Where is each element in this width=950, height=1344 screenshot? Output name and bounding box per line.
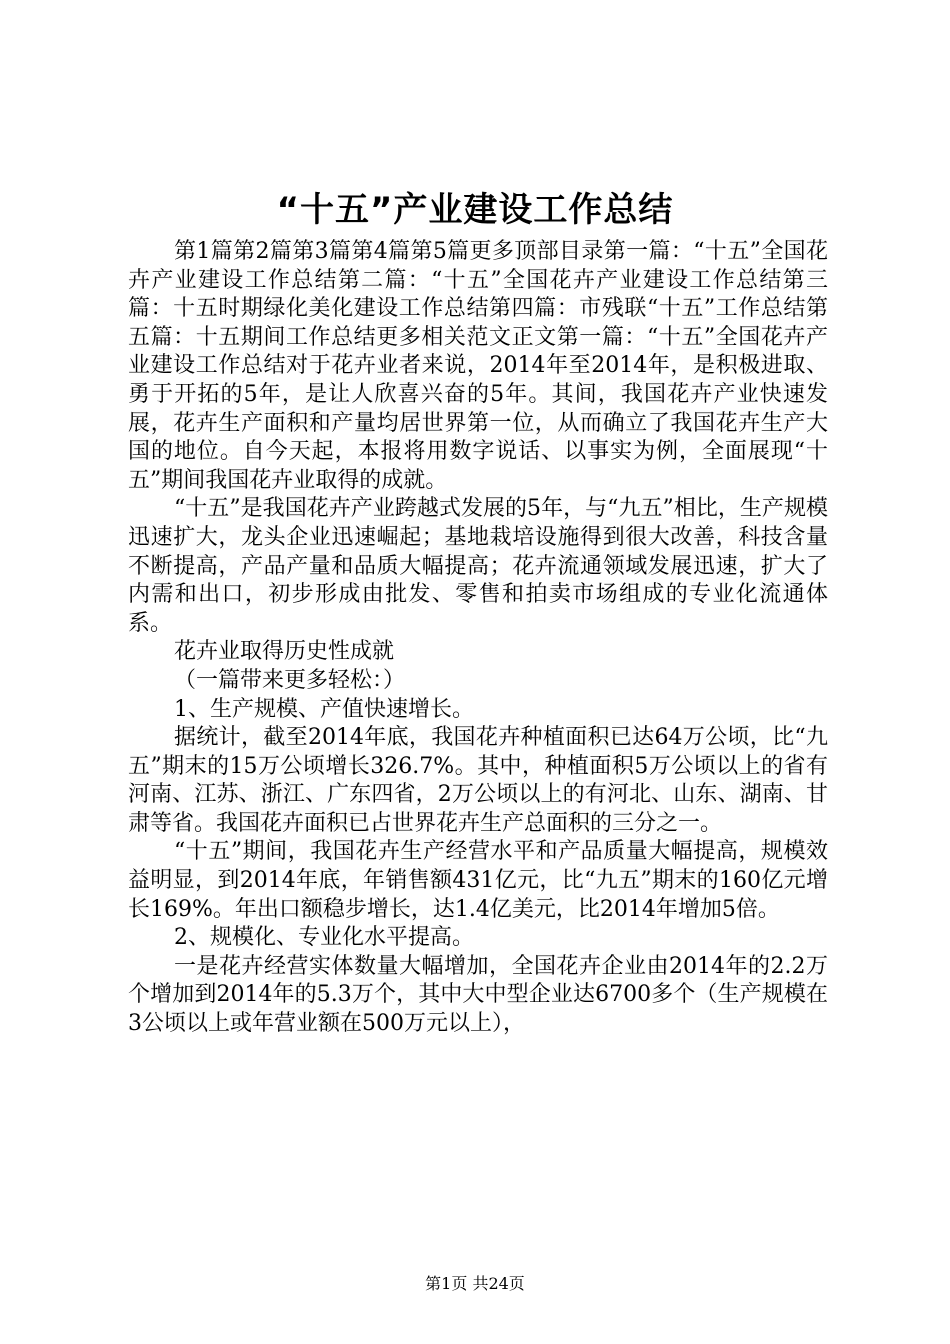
paragraph-sales: “十五”期间，我国花卉生产经营水平和产品质量大幅提高，规模效益明显，到2014年底，年销售额431亿元，比“九五”期末的160亿元增长169%。年出口额稳步增长，达1.4亿美元，比2014年增加5倍。	[128, 839, 828, 922]
paragraph-enterprises: 一是花卉经营实体数量大幅增加，全国花卉企业由2014年的2.2万个增加到2014年的5.3万个，其中大中型企业达6700多个（生产规模在3公顷以上或年营业额在500万元以上），	[128, 953, 828, 1037]
document-body	[128, 238, 828, 1039]
paragraph-overview: “十五”是我国花卉产业跨越式发展的5年，与“九五”相比，生产规模迅速扩大，龙头企业迅速崛起；基地栽培设施得到很大改善，科技含量不断提高，产品产量和品质大幅提高；花卉流通领域发展迅速，扩大了内需和出口，初步形成由批发、零售和拍卖市场组成的专业化流通体系。	[128, 496, 828, 636]
paragraph-statistics: 据统计，截至2014年底，我国花卉种植面积已达64万公顷，比“九五”期末的15万公顷增长326.7%。其中，种植面积5万公顷以上的省有河南、江苏、浙江、广东四省，2万公顷以上的有河北、山东、湖南、甘肃等省。我国花卉面积已占世界花卉生产总面积的三分之一。	[128, 725, 828, 836]
document-title: “十五”产业建设工作总结	[276, 190, 674, 230]
section-note: （一篇带来更多轻松：）	[174, 667, 406, 693]
subheading-2: 2、规模化、专业化水平提高。	[174, 925, 474, 951]
page-footer: 第1页 共24页	[425, 1274, 525, 1293]
section-heading: 花卉业取得历史性成就	[174, 639, 395, 665]
subheading-1: 1、生产规模、产值快速增长。	[174, 696, 474, 722]
paragraph-intro: 第1篇第2篇第3篇第4篇第5篇更多顶部目录第一篇：“十五”全国花卉产业建设工作总结第二篇：“十五”全国花卉产业建设工作总结第三篇：十五时期绿化美化建设工作总结第四篇：市残联“十五”工作总结第五篇：十五期间工作总结更多相关范文正文第一篇：“十五”全国花卉产业建设工作总结对于花卉业者来说，2014年至2014年，是积极进取、勇于开拓的5年，是让人欣喜兴奋的5年。其间，我国花卉产业快速发展，花卉生产面积和产量均居世界第一位，从而确立了我国花卉生产大国的地位。自今天起，本报将用数字说话、以事实为例，全面展现“十五”期间我国花卉业取得的成就。	[128, 239, 828, 493]
